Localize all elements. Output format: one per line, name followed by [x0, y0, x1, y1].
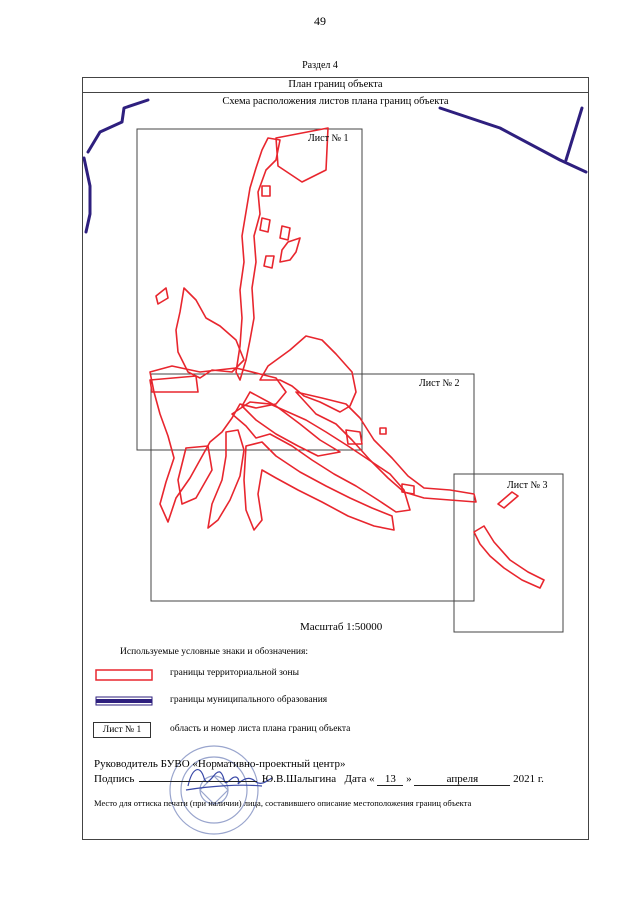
date-day-close: » [406, 773, 412, 785]
signature-label: Подпись [94, 773, 135, 785]
organization-line: Руководитель БУВО «Нормативно-проектный центр» [94, 758, 346, 770]
sheet-frames [137, 129, 563, 632]
page-title: План границ объекта [82, 77, 589, 93]
legend-municipal-text: границы муниципального образования [170, 695, 328, 705]
legend-title: Используемые условные знаки и обозначения: [120, 647, 309, 657]
legend-sheet-sample: Лист № 1 [93, 722, 151, 738]
scheme-title: Схема расположения листов плана границ объекта [222, 96, 449, 107]
sheet-label-1: Лист № 1 [308, 133, 349, 144]
territorial-zones [150, 128, 544, 588]
date-year: 2021 г. [513, 773, 544, 785]
legend-municipal-swatch [95, 694, 155, 708]
sheet-label-3: Лист № 3 [507, 480, 548, 491]
municipal-boundary [84, 100, 586, 232]
signer-name: Ю.В.Шалыгина [261, 773, 337, 785]
section-label: Раздел 4 [302, 60, 338, 71]
sheet-label-2: Лист № 2 [419, 378, 460, 389]
date-month: апреля [414, 773, 510, 786]
seal-note: Место для оттиска печати (при наличии) лица, составившего описание местоположения границ объекта [94, 798, 472, 808]
signature-blank [139, 781, 257, 782]
signature-line [94, 773, 544, 786]
page-number: 49 [314, 14, 326, 28]
scale-label: Масштаб 1:50000 [300, 621, 383, 633]
legend-zone-swatch [95, 668, 155, 682]
sheet-frame-3 [454, 474, 563, 632]
legend-zone-text: границы территориальной зоны [170, 668, 300, 678]
date-day: 13 [377, 773, 403, 786]
date-label: Дата « [344, 773, 375, 785]
legend-sheet-text: область и номер листа плана границ объекта [170, 724, 351, 734]
